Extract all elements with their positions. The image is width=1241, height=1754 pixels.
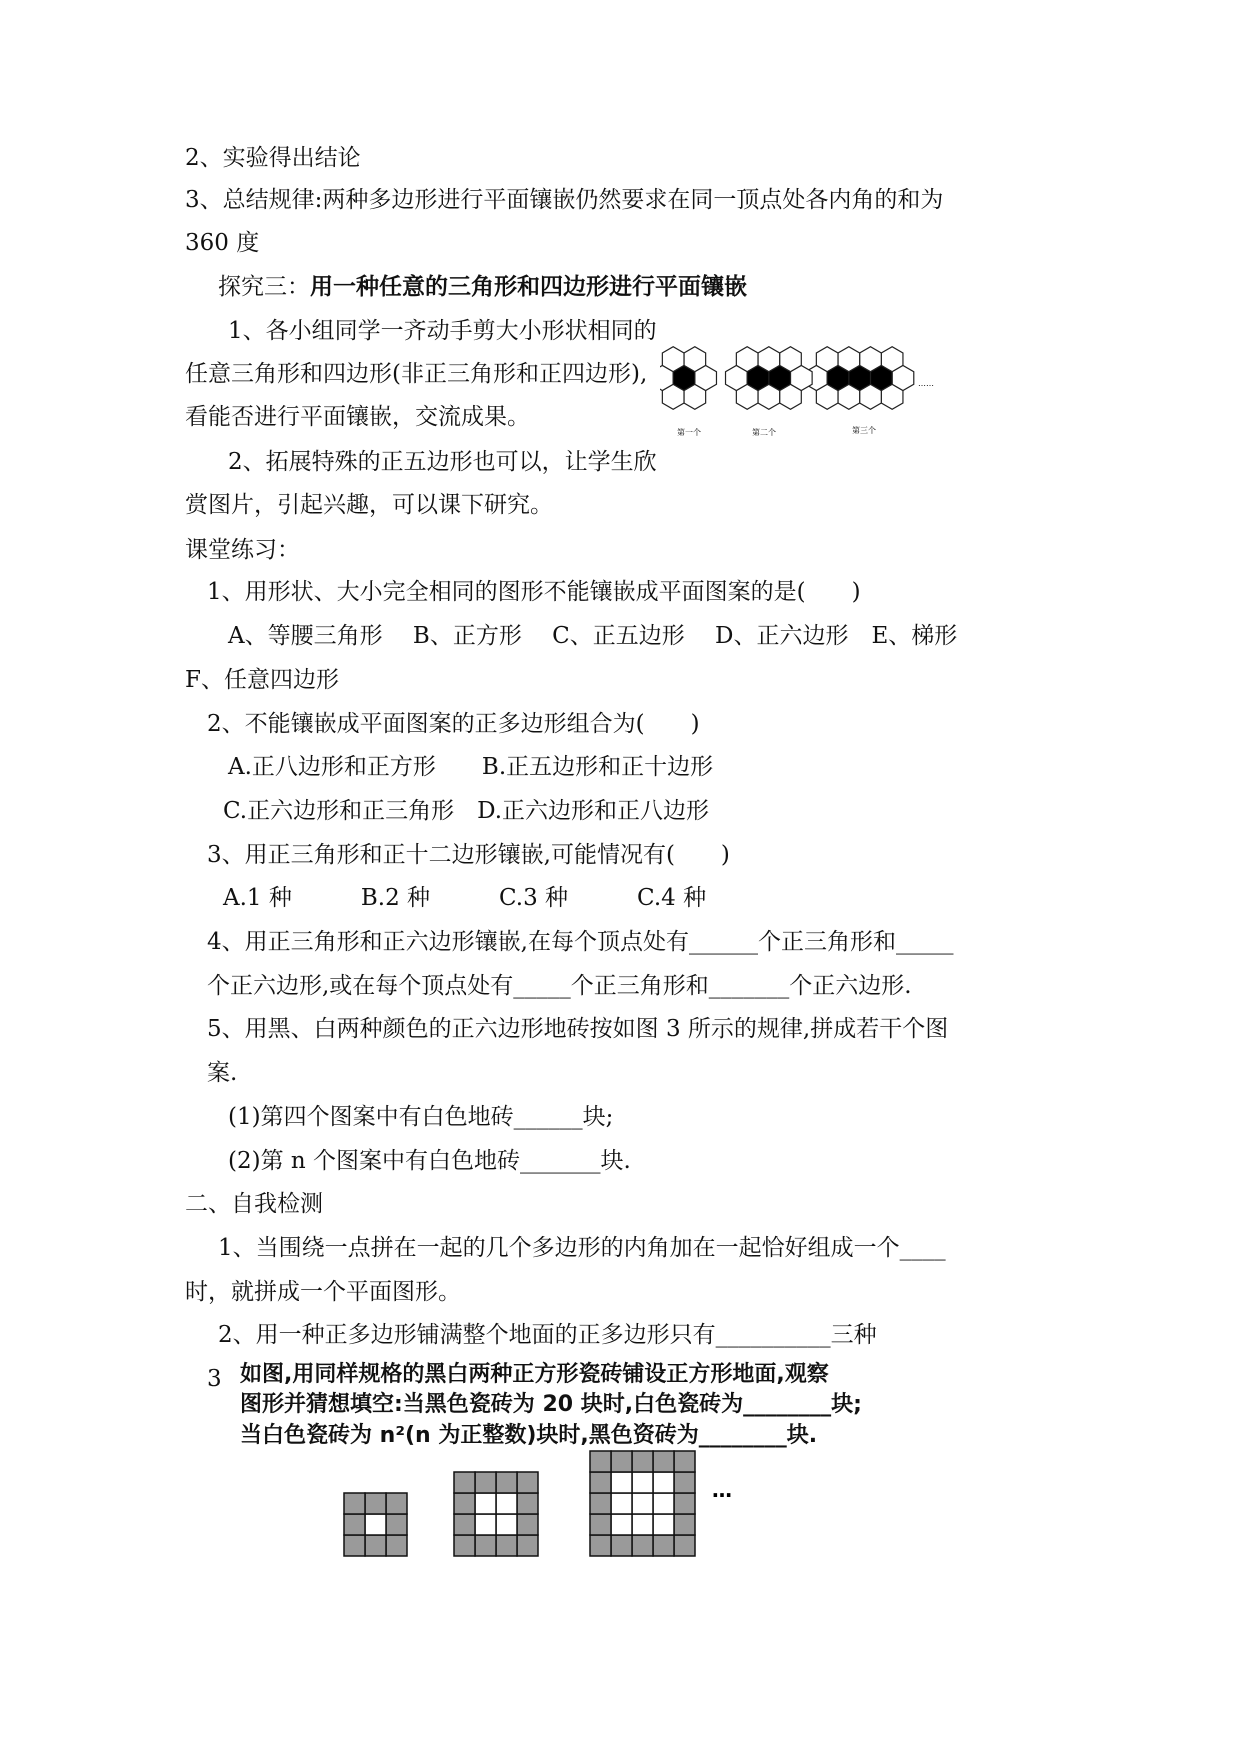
black-square-tile bbox=[344, 1493, 365, 1514]
white-square-tile bbox=[632, 1514, 653, 1535]
black-square-tile bbox=[632, 1451, 653, 1472]
question-5-cont: 案. bbox=[207, 1060, 238, 1086]
check-3-line3: 当白色瓷砖为 n²(n 为正整数)块时,黑色资砖为________块. bbox=[240, 1423, 818, 1448]
hex-ellipsis: …… bbox=[918, 379, 934, 388]
black-square-tile bbox=[475, 1472, 496, 1493]
black-square-tile bbox=[475, 1535, 496, 1556]
white-square-tile bbox=[653, 1493, 674, 1514]
black-square-tile bbox=[517, 1472, 538, 1493]
white-square-tile bbox=[496, 1514, 517, 1535]
black-square-tile bbox=[386, 1535, 407, 1556]
hexagon-pattern-figure bbox=[660, 340, 942, 440]
square-tile-figure bbox=[340, 1450, 780, 1560]
white-square-tile bbox=[611, 1493, 632, 1514]
black-square-tile bbox=[517, 1493, 538, 1514]
question-1-option-f: F、任意四边形 bbox=[185, 667, 339, 693]
line-step1-cont: 任意三角形和四边形(非正三角形和正四边形), bbox=[185, 361, 648, 387]
black-square-tile bbox=[590, 1451, 611, 1472]
white-square-tile bbox=[611, 1514, 632, 1535]
black-square-tile bbox=[590, 1493, 611, 1514]
black-square-tile bbox=[674, 1472, 695, 1493]
line-step2-cont: 赏图片，引起兴趣，可以课下研究。 bbox=[185, 492, 553, 518]
question-3-options: A.1 种 B.2 种 C.3 种 C.4 种 bbox=[223, 885, 707, 911]
black-square-tile bbox=[454, 1493, 475, 1514]
heading-self-check: 二、自我检测 bbox=[185, 1191, 323, 1217]
check-2: 2、用一种正多边形铺满整个地面的正多边形只有__________三种 bbox=[218, 1322, 877, 1348]
check-1: 1、当围绕一点拼在一起的几个多边形的内角加在一起恰好组成一个____ bbox=[218, 1235, 946, 1261]
heading-prefix: 探究三： bbox=[218, 274, 310, 300]
question-1-options: A、等腰三角形 B、正方形 C、正五边形 D、正六边形 E、梯形 bbox=[228, 623, 958, 649]
black-square-tile bbox=[653, 1535, 674, 1556]
white-hex-tile bbox=[695, 366, 717, 391]
black-square-tile bbox=[454, 1514, 475, 1535]
question-4: 4、用正三角形和正六边形镶嵌,在每个顶点处有______个正三角形和_____ bbox=[207, 929, 954, 955]
check-3-line2: 图形并猜想填空:当黑色瓷砖为 20 块时,白色瓷砖为________块; bbox=[240, 1392, 862, 1417]
black-square-tile bbox=[454, 1535, 475, 1556]
white-square-tile bbox=[632, 1472, 653, 1493]
question-3: 3、用正三角形和正十二边形镶嵌,可能情况有( ) bbox=[207, 842, 730, 868]
question-5-part2: (2)第 n 个图案中有白色地砖_______块. bbox=[228, 1148, 631, 1174]
white-hex-tile bbox=[892, 366, 914, 391]
white-square-tile bbox=[653, 1472, 674, 1493]
black-hex-tile bbox=[673, 366, 695, 391]
hex-caption-2: 第二个 bbox=[752, 428, 776, 437]
question-2: 2、不能镶嵌成平面图案的正多边形组合为( ) bbox=[207, 711, 700, 737]
white-square-tile bbox=[653, 1514, 674, 1535]
heading-title: 用一种任意的三角形和四边形进行平面镶嵌 bbox=[310, 273, 747, 300]
black-square-tile bbox=[344, 1535, 365, 1556]
black-hex-tile bbox=[747, 366, 769, 391]
white-hex-tile bbox=[790, 366, 812, 391]
line-step1: 1、各小组同学一齐动手剪大小形状相同的 bbox=[228, 318, 657, 344]
question-1: 1、用形状、大小完全相同的图形不能镶嵌成平面图案的是( ) bbox=[207, 579, 861, 605]
check-3-number: 3 bbox=[207, 1366, 222, 1392]
black-square-tile bbox=[611, 1451, 632, 1472]
black-square-tile bbox=[517, 1535, 538, 1556]
black-square-tile bbox=[674, 1451, 695, 1472]
black-square-tile bbox=[454, 1472, 475, 1493]
black-square-tile bbox=[386, 1493, 407, 1514]
black-square-tile bbox=[590, 1535, 611, 1556]
black-square-tile bbox=[386, 1514, 407, 1535]
line-step2: 2、拓展特殊的正五边形也可以，让学生欣 bbox=[228, 449, 657, 475]
white-square-tile bbox=[475, 1493, 496, 1514]
black-square-tile bbox=[674, 1535, 695, 1556]
question-2-options-ab: A.正八边形和正方形 B.正五边形和正十边形 bbox=[228, 754, 714, 780]
black-square-tile bbox=[365, 1493, 386, 1514]
black-hex-tile bbox=[870, 366, 892, 391]
black-square-tile bbox=[674, 1514, 695, 1535]
black-square-tile bbox=[590, 1472, 611, 1493]
black-square-tile bbox=[653, 1451, 674, 1472]
black-hex-tile bbox=[769, 366, 791, 391]
black-square-tile bbox=[632, 1535, 653, 1556]
white-square-tile bbox=[365, 1514, 386, 1535]
question-5: 5、用黑、白两种颜色的正六边形地砖按如图 3 所示的规律,拼成若干个图 bbox=[207, 1016, 949, 1042]
black-hex-tile bbox=[827, 366, 849, 391]
question-4-cont: 个正六边形,或在每个顶点处有_____个正三角形和_______个正六边形. bbox=[207, 973, 912, 999]
line-conclusion: 2、实验得出结论 bbox=[185, 145, 361, 171]
black-square-tile bbox=[496, 1535, 517, 1556]
white-hex-tile bbox=[726, 366, 748, 391]
black-square-tile bbox=[496, 1472, 517, 1493]
heading-class-practice: 课堂练习： bbox=[185, 537, 300, 563]
heading-explore-three bbox=[218, 272, 747, 302]
black-square-tile bbox=[365, 1535, 386, 1556]
line-step1-end: 看能否进行平面镶嵌，交流成果。 bbox=[185, 404, 530, 430]
black-square-tile bbox=[517, 1514, 538, 1535]
white-square-tile bbox=[632, 1493, 653, 1514]
question-2-options-cd: C.正六边形和正三角形 D.正六边形和正八边形 bbox=[223, 798, 710, 824]
black-hex-tile bbox=[849, 366, 871, 391]
black-square-tile bbox=[590, 1514, 611, 1535]
white-square-tile bbox=[611, 1472, 632, 1493]
line-summary: 3、总结规律:两种多边形进行平面镶嵌仍然要求在同一顶点处各内角的和为 bbox=[185, 187, 944, 213]
square-ellipsis: … bbox=[712, 1478, 732, 1502]
line-summary-cont: 360 度 bbox=[185, 230, 260, 256]
white-square-tile bbox=[496, 1493, 517, 1514]
check-3-line1: 如图,用同样规格的黑白两种正方形瓷砖铺设正方形地面,观察 bbox=[240, 1362, 829, 1387]
check-1-cont: 时，就拼成一个平面图形。 bbox=[185, 1279, 461, 1305]
black-square-tile bbox=[611, 1535, 632, 1556]
white-square-tile bbox=[475, 1514, 496, 1535]
hex-caption-3: 第三个 bbox=[852, 426, 876, 435]
hex-caption-1: 第一个 bbox=[677, 428, 701, 437]
question-5-part1: (1)第四个图案中有白色地砖______块; bbox=[228, 1104, 614, 1130]
black-square-tile bbox=[344, 1514, 365, 1535]
black-square-tile bbox=[674, 1493, 695, 1514]
